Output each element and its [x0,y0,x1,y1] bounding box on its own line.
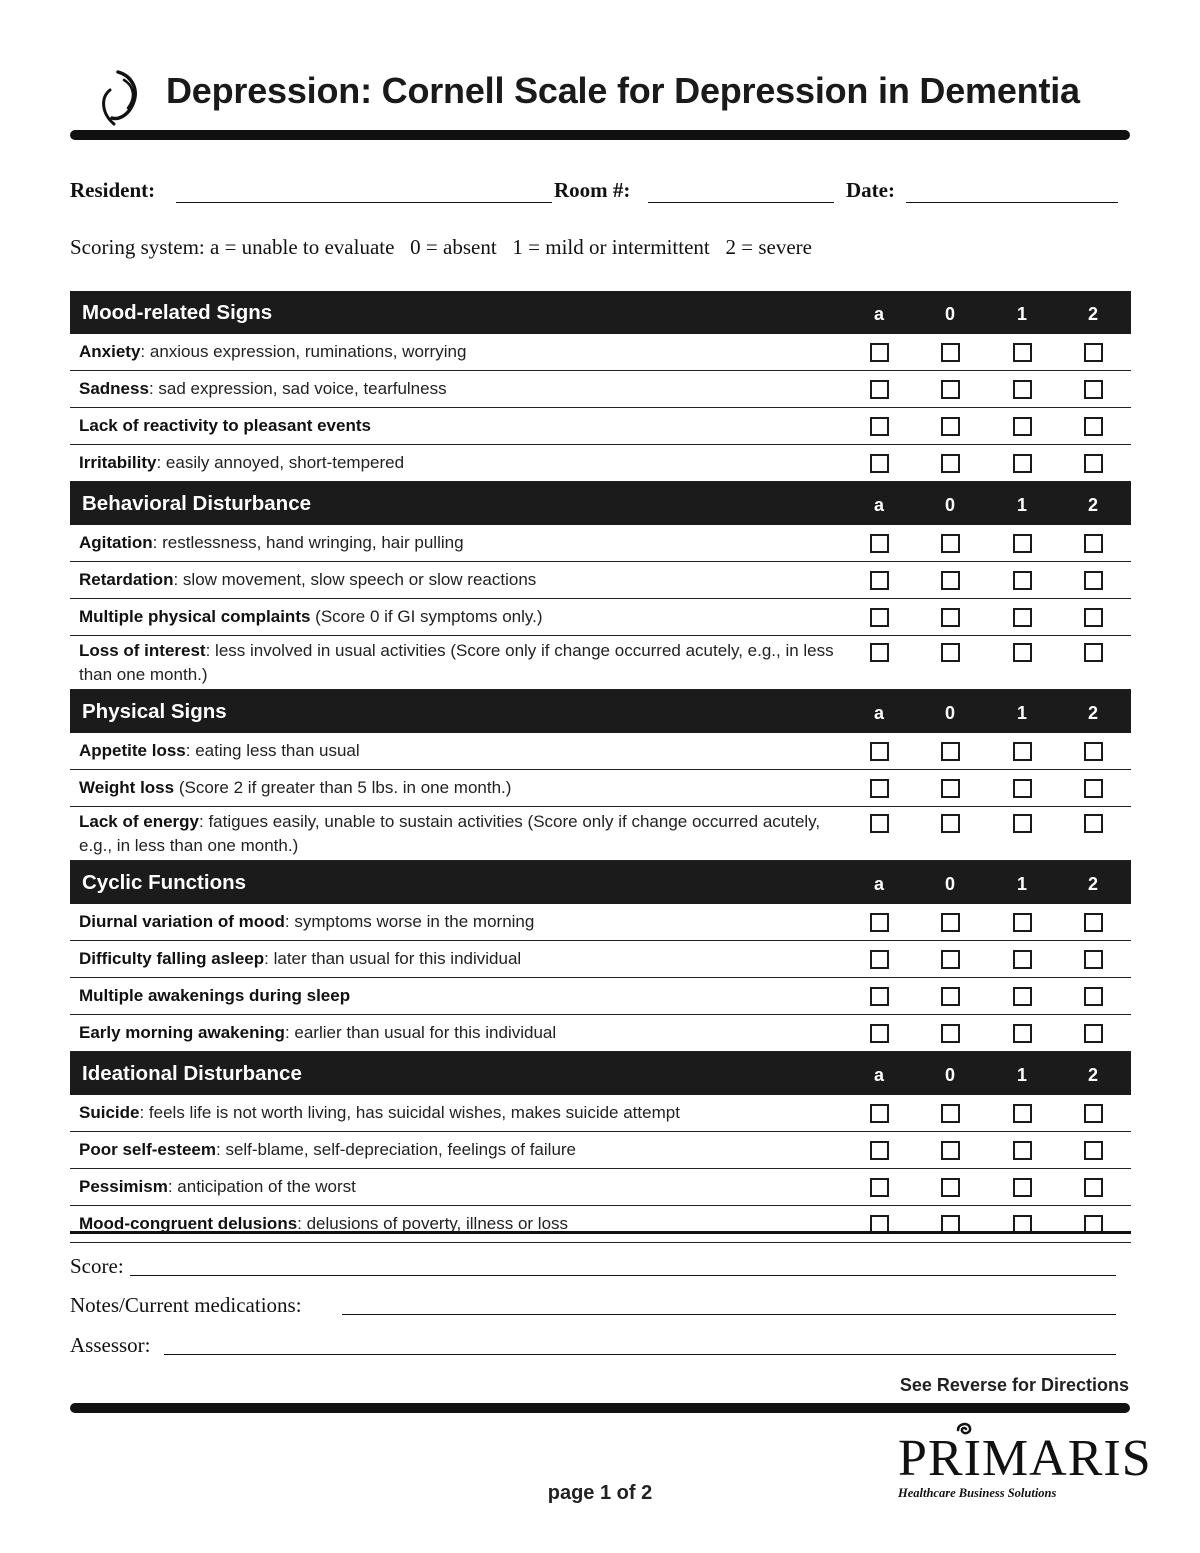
item-name: Suicide [79,1103,140,1122]
column-header: 1 [1016,304,1027,324]
column-header: a [873,495,884,515]
item-name: Difficulty falling asleep [79,949,265,968]
table-row [70,445,1131,482]
date-label: Date: [846,178,895,202]
item-description [79,340,839,364]
item-description [79,810,839,858]
assessor-input[interactable] [164,1354,1116,1355]
item-detail: : delusions of poverty, illness or loss [297,1214,569,1233]
score-checkbox-0[interactable] [941,1141,960,1160]
score-checkbox-1[interactable] [1013,913,1032,932]
table-row [70,1169,1131,1206]
primaris-brand [898,1420,1152,1504]
table-row [70,1206,1131,1243]
item-detail: : less involved in usual activities (Score only if change occurred acutely, e.g., in less than one month.) [79,641,834,684]
score-checkbox-1[interactable] [1013,779,1032,798]
room-input[interactable] [648,202,834,203]
score-checkbox-2[interactable] [1084,534,1103,553]
score-checkbox-a[interactable] [870,987,889,1006]
item-name: Appetite loss [79,741,186,760]
section-header [70,861,1131,904]
column-header: 0 [944,304,955,324]
score-checkbox-a[interactable] [870,1178,889,1197]
table-row [70,636,1131,690]
item-description [79,1175,839,1199]
score-checkbox-0[interactable] [941,343,960,362]
table-row [70,733,1131,770]
score-checkbox-2[interactable] [1084,742,1103,761]
table-row [70,978,1131,1015]
item-description [79,1101,839,1125]
date-input[interactable] [906,202,1118,203]
item-name: Weight loss [79,778,175,797]
score-checkbox-2[interactable] [1084,987,1103,1006]
item-name: Multiple physical complaints [79,607,311,626]
score-checkbox-2[interactable] [1084,1104,1103,1123]
score-checkbox-2[interactable] [1084,1141,1103,1160]
score-label: Score: [70,1254,124,1278]
score-checkbox-0[interactable] [941,643,960,662]
column-header: a [873,874,884,894]
table-row [70,1015,1131,1052]
section-header [70,1052,1131,1095]
column-header: 2 [1087,304,1098,324]
score-checkbox-2[interactable] [1084,913,1103,932]
score-input[interactable] [130,1275,1116,1276]
notes-input[interactable] [342,1314,1116,1315]
score-checkbox-1[interactable] [1013,643,1032,662]
item-detail: (Score 0 if GI symptoms only.) [310,607,543,626]
column-header: a [873,1065,884,1085]
column-header: 0 [944,495,955,515]
score-checkbox-a[interactable] [870,814,889,833]
item-description [79,451,839,475]
column-header: a [873,304,884,324]
score-checkbox-1[interactable] [1013,534,1032,553]
section-title: Physical Signs [82,700,227,723]
item-description [79,639,839,687]
column-header: 2 [1087,874,1098,894]
item-detail: : sad expression, sad voice, tearfulness [148,379,447,398]
table-row [70,941,1131,978]
item-description [79,1138,839,1162]
item-detail: : anxious expression, ruminations, worrying [140,342,467,361]
score-checkbox-2[interactable] [1084,950,1103,969]
section-header [70,291,1131,334]
room-label: Room #: [554,178,631,202]
primaris-tagline: Healthcare Business Solutions [898,1486,1057,1500]
item-detail: : fatigues easily, unable to sustain activities (Score only if change occurred acutely, e.g., in less than one month.) [79,812,821,855]
header-divider [70,130,1130,140]
score-checkbox-a[interactable] [870,643,889,662]
score-checkbox-2[interactable] [1084,380,1103,399]
item-description [79,910,839,934]
resident-label: Resident: [70,178,156,202]
score-checkbox-a[interactable] [870,913,889,932]
item-detail: : self-blame, self-depreciation, feelings of failure [216,1140,577,1159]
table-row [70,807,1131,861]
item-name: Loss of interest [79,641,206,660]
see-reverse-note: See Reverse for Directions [899,1375,1129,1395]
score-checkbox-0[interactable] [941,987,960,1006]
table-row [70,525,1131,562]
section-header [70,482,1131,525]
score-checkbox-1[interactable] [1013,454,1032,473]
score-checkbox-a[interactable] [870,1141,889,1160]
section-title: Cyclic Functions [82,871,247,894]
score-checkbox-0[interactable] [941,534,960,553]
score-checkbox-1[interactable] [1013,814,1032,833]
item-name: Diurnal variation of mood [79,912,285,931]
column-header: 1 [1016,874,1027,894]
item-description [79,947,839,971]
item-name: Agitation [79,533,153,552]
score-checkbox-0[interactable] [941,454,960,473]
score-checkbox-a[interactable] [870,779,889,798]
score-checkbox-1[interactable] [1013,417,1032,436]
table-row [70,904,1131,941]
table-row [70,1095,1131,1132]
score-checkbox-1[interactable] [1013,987,1032,1006]
score-checkbox-a[interactable] [870,454,889,473]
cornell-logo-icon [96,68,146,128]
item-detail: : symptoms worse in the morning [284,912,535,931]
item-detail: : earlier than usual for this individual [284,1023,557,1042]
column-header: 0 [944,874,955,894]
item-detail: : slow movement, slow speech or slow reactions [173,570,537,589]
item-name: Anxiety [79,342,141,361]
score-checkbox-0[interactable] [941,608,960,627]
score-checkbox-2[interactable] [1084,608,1103,627]
column-header: 2 [1087,1065,1098,1085]
item-name: Irritability [79,453,157,472]
column-header: 0 [944,1065,955,1085]
score-checkbox-2[interactable] [1084,571,1103,590]
score-checkbox-0[interactable] [941,814,960,833]
score-checkbox-a[interactable] [870,380,889,399]
score-checkbox-0[interactable] [941,380,960,399]
column-header: 2 [1087,703,1098,723]
column-header: 2 [1087,495,1098,515]
item-detail: : easily annoyed, short-tempered [156,453,405,472]
score-checkbox-2[interactable] [1084,343,1103,362]
item-name: Mood-congruent delusions [79,1214,298,1233]
score-checkbox-1[interactable] [1013,608,1032,627]
score-checkbox-2[interactable] [1084,1178,1103,1197]
score-checkbox-a[interactable] [870,950,889,969]
score-checkbox-0[interactable] [941,417,960,436]
item-detail: : anticipation of the worst [167,1177,356,1196]
primaris-logo-text: PRIMARIS [898,1430,1152,1487]
score-checkbox-a[interactable] [870,534,889,553]
item-name: Retardation [79,570,174,589]
item-name: Multiple awakenings during sleep [79,986,351,1005]
item-description [79,984,839,1008]
score-checkbox-a[interactable] [870,343,889,362]
section-title: Behavioral Disturbance [82,492,311,515]
scoring-system-legend: Scoring system: a = unable to evaluate 0 = absent 1 = mild or intermittent 2 = severe [70,235,812,259]
item-name: Early morning awakening [79,1023,285,1042]
score-checkbox-2[interactable] [1084,814,1103,833]
score-checkbox-2[interactable] [1084,779,1103,798]
score-checkbox-1[interactable] [1013,1104,1032,1123]
score-checkbox-0[interactable] [941,913,960,932]
table-row [70,562,1131,599]
table-row [70,1132,1131,1169]
table-row [70,770,1131,807]
score-checkbox-a[interactable] [870,571,889,590]
assessor-label: Assessor: [70,1333,151,1357]
item-name: Sadness [79,379,149,398]
score-checkbox-1[interactable] [1013,343,1032,362]
column-header: 0 [944,703,955,723]
item-description [79,568,839,592]
item-name: Poor self-esteem [79,1140,216,1159]
table-row [70,334,1131,371]
item-detail: (Score 2 if greater than 5 lbs. in one month.) [174,778,512,797]
item-name: Lack of energy [79,812,199,831]
section-title: Mood-related Signs [82,301,273,324]
column-header: 1 [1016,495,1027,515]
score-checkbox-a[interactable] [870,742,889,761]
score-checkbox-0[interactable] [941,742,960,761]
score-checkbox-1[interactable] [1013,1178,1032,1197]
score-checkbox-1[interactable] [1013,1024,1032,1043]
score-checkbox-0[interactable] [941,779,960,798]
score-checkbox-0[interactable] [941,950,960,969]
table-row [70,371,1131,408]
item-description [79,531,839,555]
item-detail: : eating less than usual [185,741,360,760]
score-checkbox-a[interactable] [870,417,889,436]
resident-input[interactable] [176,202,552,203]
score-checkbox-a[interactable] [870,1024,889,1043]
column-header: 1 [1016,1065,1027,1085]
item-name: Lack of reactivity to pleasant events [79,416,371,435]
column-header: a [873,703,884,723]
score-checkbox-2[interactable] [1084,454,1103,473]
score-checkbox-2[interactable] [1084,417,1103,436]
score-checkbox-1[interactable] [1013,950,1032,969]
notes-label: Notes/Current medications: [70,1293,302,1317]
score-checkbox-1[interactable] [1013,380,1032,399]
item-detail: : restlessness, hand wringing, hair pulling [152,533,464,552]
item-description [79,776,839,800]
item-description [79,605,839,629]
item-detail: : later than usual for this individual [264,949,522,968]
column-header: 1 [1016,703,1027,723]
item-description [79,414,839,438]
score-checkbox-2[interactable] [1084,643,1103,662]
score-checkbox-0[interactable] [941,1178,960,1197]
item-description [79,1021,839,1045]
score-checkbox-2[interactable] [1084,1024,1103,1043]
score-checkbox-0[interactable] [941,571,960,590]
score-checkbox-1[interactable] [1013,571,1032,590]
score-checkbox-1[interactable] [1013,742,1032,761]
section-header [70,690,1131,733]
item-description [79,377,839,401]
page-title: Depression: Cornell Scale for Depression in Dementia [166,70,1080,111]
item-description [79,739,839,763]
resident-info-fields [70,178,1120,208]
table-bottom-rule [70,1231,1131,1234]
footer-divider [70,1403,1130,1413]
item-name: Pessimism [79,1177,168,1196]
score-checkbox-a[interactable] [870,1104,889,1123]
score-checkbox-0[interactable] [941,1104,960,1123]
score-checkbox-1[interactable] [1013,1141,1032,1160]
page-number: page 1 of 2 [547,1482,653,1504]
score-checkbox-0[interactable] [941,1024,960,1043]
table-row [70,599,1131,636]
table-row [70,408,1131,445]
cornell-scale-table [70,291,1131,1243]
item-detail: : feels life is not worth living, has suicidal wishes, makes suicide attempt [139,1103,680,1122]
score-checkbox-a[interactable] [870,608,889,627]
section-title: Ideational Disturbance [82,1062,302,1085]
